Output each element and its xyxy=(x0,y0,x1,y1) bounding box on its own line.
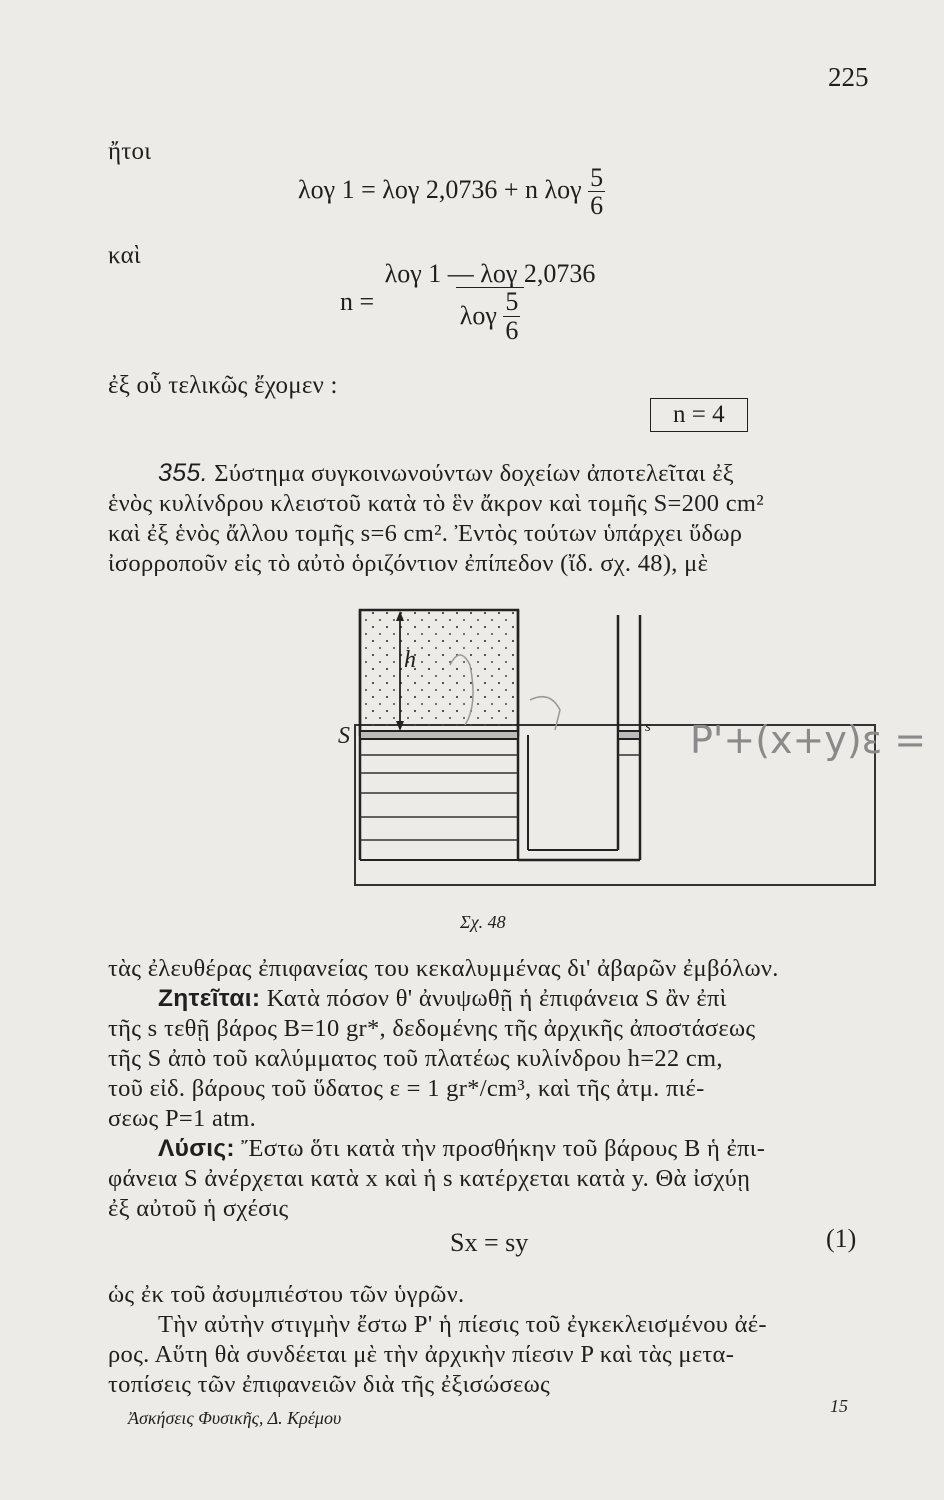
label-itoi: ἤτοι xyxy=(108,138,152,165)
equation-2-den-fraction xyxy=(503,288,520,344)
body-text xyxy=(108,954,779,1224)
label-kai: καὶ xyxy=(108,242,141,269)
problem-number: 355. xyxy=(158,459,208,487)
label-s: s xyxy=(645,719,651,735)
body-line-7 xyxy=(108,1134,779,1164)
equation-2-denominator xyxy=(456,287,525,344)
pencil-note: P'+(x+y)ε = xyxy=(690,718,927,762)
equation-3: Sx = sy xyxy=(450,1228,529,1257)
problem-line-1 xyxy=(108,458,764,489)
label-ex-ou: ἐξ οὗ τελικῶς ἔχομεν : xyxy=(108,372,338,399)
equation-2-numerator: λογ 1 — λογ 2,0736 xyxy=(384,259,596,288)
body-line-13: τοπίσεις τῶν ἐπιφανειῶν διὰ τῆς ἐξισώσεως xyxy=(108,1371,550,1398)
equation-1-fraction xyxy=(588,164,605,220)
footer-source: Ἀσκήσεις Φυσικῆς, Δ. Κρέμου xyxy=(128,1408,342,1428)
footer-signature: 15 xyxy=(830,1396,848,1416)
equation-2-fraction xyxy=(381,260,600,344)
body-line-8: φάνεια S ἀνέρχεται κατὰ x καὶ ἡ s κατέρχεται κατὰ y. Θὰ ἰσχύῃ xyxy=(108,1165,751,1192)
equation-3-number: (1) xyxy=(826,1224,857,1253)
equation-2 xyxy=(340,260,599,344)
piston-S xyxy=(360,731,518,739)
body-line-1: τὰς ἐλευθέρας ἐπιφανείας του κεκαλυμμένας δι' ἀβαρῶν ἐμβόλων. xyxy=(108,955,779,982)
body-line-11: Τὴν αὐτὴν στιγμὴν ἔστω P' ἡ πίεσις τοῦ ἐγκεκλεισμένου ἀέ- xyxy=(158,1311,767,1338)
body-line-5: τοῦ εἰδ. βάρους τοῦ ὕδατος ε = 1 gr*/cm³, καὶ τῆς ἀτμ. πιέ- xyxy=(108,1075,705,1102)
equation-2-den-frac-num: 5 xyxy=(505,287,519,317)
problem-line-4: ἰσορροποῦν εἰς τὸ αὐτὸ ὁριζόντιον ἐπίπεδον (ἴδ. σχ. 48), μὲ xyxy=(108,550,709,577)
body-line-9: ἐξ αὐτοῦ ἡ σχέσις xyxy=(108,1195,289,1222)
equation-1-frac-den: 6 xyxy=(590,191,604,221)
equation-2-den-prefix: λογ xyxy=(459,301,497,331)
piston-s xyxy=(618,731,640,739)
body-line-2 xyxy=(108,984,779,1014)
body-line-6: σεως P=1 atm. xyxy=(108,1105,257,1132)
problem-text-1: Σύστημα συγκοινωνούντων δοχείων ἀποτελεῖται ἐξ xyxy=(214,460,735,487)
result-box: n = 4 xyxy=(650,398,748,432)
body-line-2-text: Κατὰ πόσον θ' ἀνυψωθῇ ἡ ἐπιφάνεια S ἂν ἐπὶ xyxy=(260,985,727,1012)
body-line-3: τῆς s τεθῇ βάρος B=10 gr*, δεδομένης τῆς ἀρχικῆς ἀποστάσεως xyxy=(108,1015,756,1042)
body-line-7-text: Ἔστω ὅτι κατὰ τὴν προσθήκην τοῦ βάρους B ἡ ἐπι- xyxy=(234,1135,766,1162)
equation-2-lhs: n = xyxy=(340,286,375,316)
body-text-continued xyxy=(108,1280,767,1400)
figure-caption: Σχ. 48 xyxy=(460,912,506,932)
equation-1 xyxy=(298,164,605,220)
page-number: 225 xyxy=(828,62,869,92)
label-S: S xyxy=(338,723,350,749)
equation-2-den-frac-den: 6 xyxy=(505,315,519,345)
body-line-4: τῆς S ἀπὸ τοῦ καλύμματος τοῦ πλατέως κυλίνδρου h=22 cm, xyxy=(108,1045,723,1072)
body-line-12: ρος. Αὕτη θὰ συνδέεται μὲ τὴν ἀρχικὴν πίεσιν P καὶ τὰς μετα- xyxy=(108,1341,735,1368)
wide-cylinder-air xyxy=(360,610,518,735)
problem-355 xyxy=(108,458,764,579)
label-h: h xyxy=(404,647,416,673)
equation-1-frac-num: 5 xyxy=(590,163,604,192)
problem-line-3: καὶ ἐξ ἑνὸς ἄλλου τομῆς s=6 cm². Ἐντὸς τούτων ὑπάρχει ὕδωρ xyxy=(108,520,743,547)
lysis-label: Λύσις: xyxy=(158,1135,235,1162)
zhteitai-label: Ζητεῖται: xyxy=(158,985,261,1012)
equation-1-lhs: λογ 1 = λογ 2,0736 + n λογ xyxy=(298,174,582,204)
body-line-10: ὡς ἐκ τοῦ ἀσυμπιέστου τῶν ὑγρῶν. xyxy=(108,1281,465,1308)
problem-line-2: ἑνὸς κυλίνδρου κλειστοῦ κατὰ τὸ ἓν ἄκρον καὶ τομῆς S=200 cm² xyxy=(108,490,764,517)
